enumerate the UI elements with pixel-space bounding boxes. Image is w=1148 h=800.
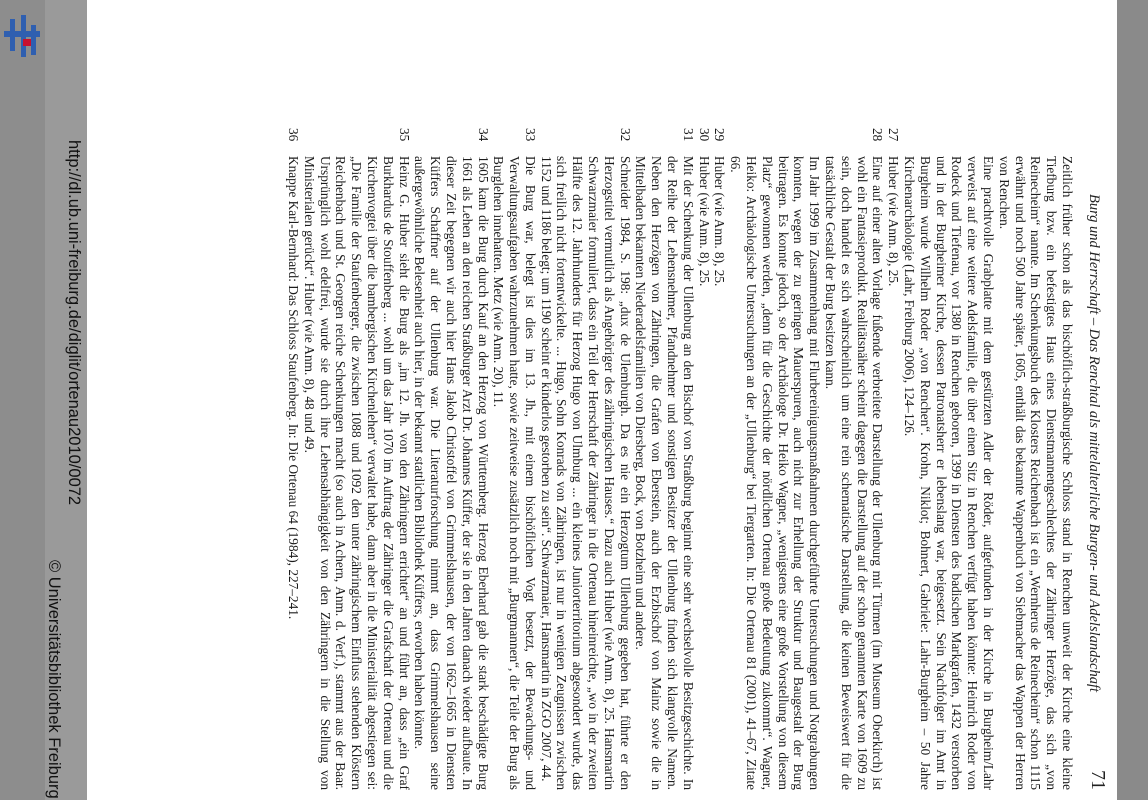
footnote: 30 Huber (wie Anm. 8), 25. xyxy=(696,128,712,287)
footnote: 33 Die Burg war, belegt ist dies im 13. Jh., mit einem bischöflichen Vogt besetzt, der Bewachungs- und Verwaltungsaufgaben wahrzunehmen hatte, sowie zeitweise zusätzlich noch mit „Burgmannen“, die Teile der Burg als Burglehen innehatten. Metz (wie Anm. 20), 11. xyxy=(491,128,538,790)
source-url[interactable]: http://dl.ub.uni-freiburg.de/diglit/ortenau2010/0072 xyxy=(65,140,83,506)
footnotes xyxy=(285,128,1075,790)
footnote: 27 Huber (wie Anm. 8), 25. xyxy=(886,128,902,287)
footnote: 29 Huber (wie Anm. 8), 25. xyxy=(712,128,728,287)
footnote: 31 Mit der Schenkung der Ullenburg an den Bischof von Straßburg beginnt eine sehr wechselvolle Besitzgeschichte. In der Reihe der Lehensnehmer, Pfandnehmer und sonstigen Besitzer der Ullenburg finden sich klangvolle Namen. Neben den Herzögen von Zähringen, die Grafen von Eberstein, auch der Erzbischof von Mainz sowie die in Mittelbaden bekannten Niederadelsfamilien von Diersberg, Bock, von Botzheim und andere. xyxy=(633,128,696,790)
viewer-left-strip xyxy=(0,0,45,800)
footnote: 32 Schneider 1984, S. 198: „dux de Ulemburgh. Da es nie ein Herzogtum Ullenburg gegeben hat, führte er den Herzogstitel vermutlich als Angehöriger des zähringischen Hauses.“ Dazu auch Huber (wie Anm. 8), 25. Hansmartin Schwarzmaier formuliert, dass ein Teil der Herrschaft der Zähringer in die Ortenau hineinreichte, „wo in der zweiten Hälfte des 12. Jahrhunderts für Herzog Hugo von Ulmburg ... ein kleines Juniorterritorium abgesondert wurde, das sich freilich nicht fortentwickelte. ... Hugo, Sohn Konrads von Zähringen, ist nur in wenigen Zeugnissen zwischen 1152 und 1186 belegt; um 1190 scheint er kinderlos gestorben zu sein“. Schwarzmaier, Hansmartin in ZGO 2007, 44. xyxy=(538,128,633,790)
footnote: 36 Knappe Karl-Bernhard: Das Schloss Staufenberg. In: Die Ortenau 64 (1984), 227–241. xyxy=(285,128,301,620)
footnote: Eine prachtvolle Grabplatte mit dem gestürzten Adler der Röder, aufgefunden in der Kirche in Burgheim/Lahr verweist auf eine weitere Adelsfamilie, die über einen Sitz in Renchen verfügt haben könnte: Heinrich Roder von Rodeck und Tiefenau, vor 1380 in Renchen geboren, 1399 in Diensten des badischen Markgrafen, 1432 verstorben und in der Burgheimer Kirche, dessen Patronatsherr er lebenslang war, beigesetzt. Sein Nachfolger im Amt in Burgheim wurde Wilhelm Roder „von Renchen“. Krohn, Niklot; Bohnert, Gabriele: Lahr-Burgheim – 50 Jahre Kirchenarchäologie (Lahr, Freiburg 2006), 124–126. xyxy=(902,156,997,790)
copyright-text: © Universitätsbibliothek Freiburg xyxy=(45,560,63,799)
rotated-page xyxy=(45,0,1117,800)
page-number: 71 xyxy=(1087,770,1109,790)
footnote: 35 Heinz G. Huber sieht die Burg als „im 12. Jh. von den Zähringern errichtet“ an und führt an, dass „ein Graf Burkhardus de Stouffenberg ... wohl um das Jahr 1070 im Auftrag der Zähringer die Grafschaft der Ortenau und die Kirchenvogtei über die bambergischen Kirchenlehen“ verwaltet habe, dann aber in die Ministerialität abgestiegen sei: „Die Familie der Staufenberger, die zwischen 1088 und 1092 den unter zähringischem Einfluss stehenden Klöstern Reichenbach und St. Georgen reiche Schenkungen macht (so auch in Achern, Anm. d. Verf.), stammt aus der Baar. Ursprünglich wohl edelfrei, wurde sie durch ihre Lehensabhängigkeit von den Zähringern in die Stellung von Ministerialen gerückt“. Huber (wie Anm. 8), 48 und 49. xyxy=(301,128,412,790)
source-band xyxy=(45,0,87,800)
university-logo-icon xyxy=(4,15,42,61)
footnote: Zeitlich früher schon als das bischöflich-straßburgische Schloss stand in Renchen unweit der Kirche eine kleine Tiefburg bzw. ein befestigtes Haus eines Dienstmannengeschlechtes der Zähringer Herzöge, das sich „von Reinecheim“ nannte. Im Schenkungsbuch des Klosters Reichenbach ist ein „Wernherus de Reinecheim“ schon 1115 erwähnt und noch 500 Jahre später, 1605, enthält das bekannte Wappenbuch von Siebmacher das Wappen der Herren von Renchen. xyxy=(996,156,1075,790)
page-scan xyxy=(45,0,1117,800)
viewer-right-strip xyxy=(1117,0,1148,800)
footnote: 28 Eine auf einer alten Vorlage fußende verbreitete Darstellung der Ullenburg mit Türmen (im Museum Oberkirch) ist wohl ein Fantasieprodukt. Realitätsnäher scheint dagegen die Darstellung auf der schon genannten Karte von 1609 zu sein, doch handelt es sich wahrscheinlich um eine rein schematische Darstellung, die keinen Beweiswert für die tatsächliche Gestalt der Burg besitzen kann. xyxy=(823,128,886,790)
footnote: 34 1605 kam die Burg durch Kauf an den Herzog von Württemberg. Herzog Eberhard gab die stark beschädigte Burg 1661 als Lehen an den reichen Straßburger Arzt Dr. Johannes Küffer, der sie in den Jahren danach wieder aufbaute. In dieser Zeit begegnen wir auch hier Hans Jakob Christoffel von Grimmelshausen, der von 1662–1665 in Diensten Küffers Schaffner auf der Ullenburg war. Die Literaturforschung nimmt an, dass Grimmelshausen seine außergewöhnliche Belesenheit auch hier, in der bekannt stattlichen Bibliothek Küffers, erworben haben könnte. xyxy=(412,128,491,790)
footnote: Im Jahr 1999 im Zusammenhang mit Flurbereinigungsmaßnahmen durchgeführte Untersuchungen und Notgrabungen konnten, wegen der zu geringen Mauerspuren, auch nicht zur Erhellung der Struktur und Baugestalt der Burg beitragen. Es konnte jedoch, so der Archäologe Dr. Heiko Wagner, „wenigstens eine große Vorstellung von diesem Platz“ gewonnen werden, „denn für die Geschichte der nördlichen Ortenau große Bedeutung zukommt“. Wagner, Heiko: Archäologische Untersuchungen an der „Ullenburg“ bei Tiergarten. In: Die Ortenau 81 (2001), 41–67, Zitate 66. xyxy=(728,156,823,790)
running-head: Burg und Herrschaft – Das Renchtal als mittelalterliche Burgen- und Adelslandschaft xyxy=(1086,193,1102,693)
page-header xyxy=(1077,128,1107,790)
